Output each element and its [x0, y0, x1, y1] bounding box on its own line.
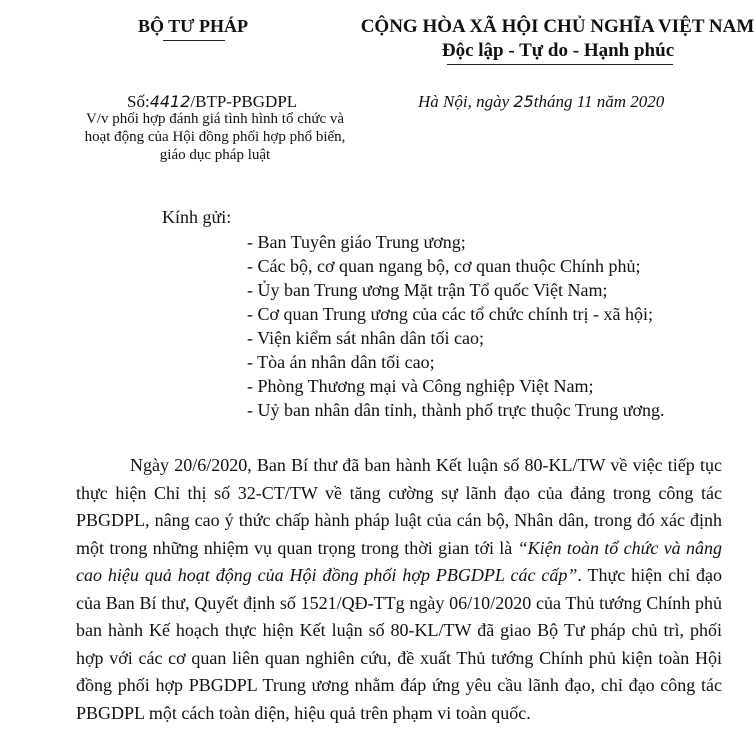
issuing-agency: BỘ TƯ PHÁP	[137, 16, 248, 36]
recipient-item: - Viện kiểm sát nhân dân tối cao;	[247, 328, 485, 348]
recipients-label: Kính gửi:	[162, 207, 232, 227]
document-number-prefix: Số:	[127, 92, 150, 111]
body-text	[76, 452, 722, 727]
recipient-item: - Cơ quan Trung ương của các tổ chức chính trị - xã hội;	[247, 304, 653, 324]
recipient-item: - Uỷ ban nhân dân tỉnh, thành phố trực thuộc Trung ương.	[247, 400, 665, 420]
recipient-item: - Ủy ban Trung ương Mặt trận Tổ quốc Việt Nam;	[247, 280, 608, 300]
quoted-task: “Kiện toàn tổ chức và nâng cao hiệu quả hoạt động của Hội đồng phối hợp PBGDPL các cấp”	[76, 537, 723, 585]
document-number-value: 4412	[149, 92, 191, 111]
document-number	[127, 92, 297, 112]
body-paragraph	[76, 452, 722, 727]
national-motto: Độc lập - Tự do - Hạnh phúc	[441, 40, 675, 61]
recipient-item: - Các bộ, cơ quan ngang bộ, cơ quan thuộc Chính phủ;	[247, 256, 641, 276]
date-prefix: Hà Nội, ngày	[418, 92, 514, 111]
recipient-item: - Tòa án nhân dân tối cao;	[247, 352, 435, 372]
document-subject: V/v phối hợp đánh giá tình hình tổ chức và hoạt động của Hội đồng phối hợp phổ biến, giáo dục pháp luật	[84, 111, 346, 163]
agency-underline	[163, 40, 225, 41]
paragraph-text: . Thực hiện chỉ đạo của Ban Bí thư, Quyết định số 1521/QĐ-TTg ngày 06/10/2020 của Thủ tướng Chính phủ ban hành Kế hoạch thực hiện Kết luận số 80-KL/TW đã giao Bộ Tư pháp chủ trì, phối hợp với các cơ quan liên quan nghiên cứu, đề xuất Thủ tướng Chính phủ kiện toàn Hội đồng phối hợp PBGDPL Trung ương nhằm đáp ứng yêu cầu lãnh đạo, chỉ đạo công tác PBGDPL một cách toàn diện, hiệu quả trên phạm vi toàn quốc.	[76, 565, 722, 723]
date-day: 25	[513, 92, 534, 111]
date-suffix: tháng 11 năm 2020	[533, 92, 665, 111]
document-date	[418, 92, 664, 112]
document-number-suffix: /BTP-PBGDPL	[190, 92, 298, 111]
recipient-list	[247, 230, 665, 422]
recipient-item: - Phòng Thương mại và Công nghiệp Việt Nam;	[247, 376, 594, 396]
motto-underline	[447, 64, 673, 65]
national-title: CỘNG HÒA XÃ HỘI CHỦ NGHĨA VIỆT NAM	[360, 16, 755, 37]
recipient-item: - Ban Tuyên giáo Trung ương;	[247, 232, 466, 252]
paragraph-text: Ngày 20/6/2020, Ban Bí thư đã ban hành Kết luận số 80-KL/TW về việc tiếp tục thực hiện Chỉ thị số 32-CT/TW về tăng cường sự lãnh đạo của đảng trong công tác PBGDPL, nâng cao ý thức chấp hành pháp luật của cán bộ, Nhân dân, trong đó xác định một trong những nhiệm vụ quan trọng trong thời gian tới là	[76, 455, 722, 558]
